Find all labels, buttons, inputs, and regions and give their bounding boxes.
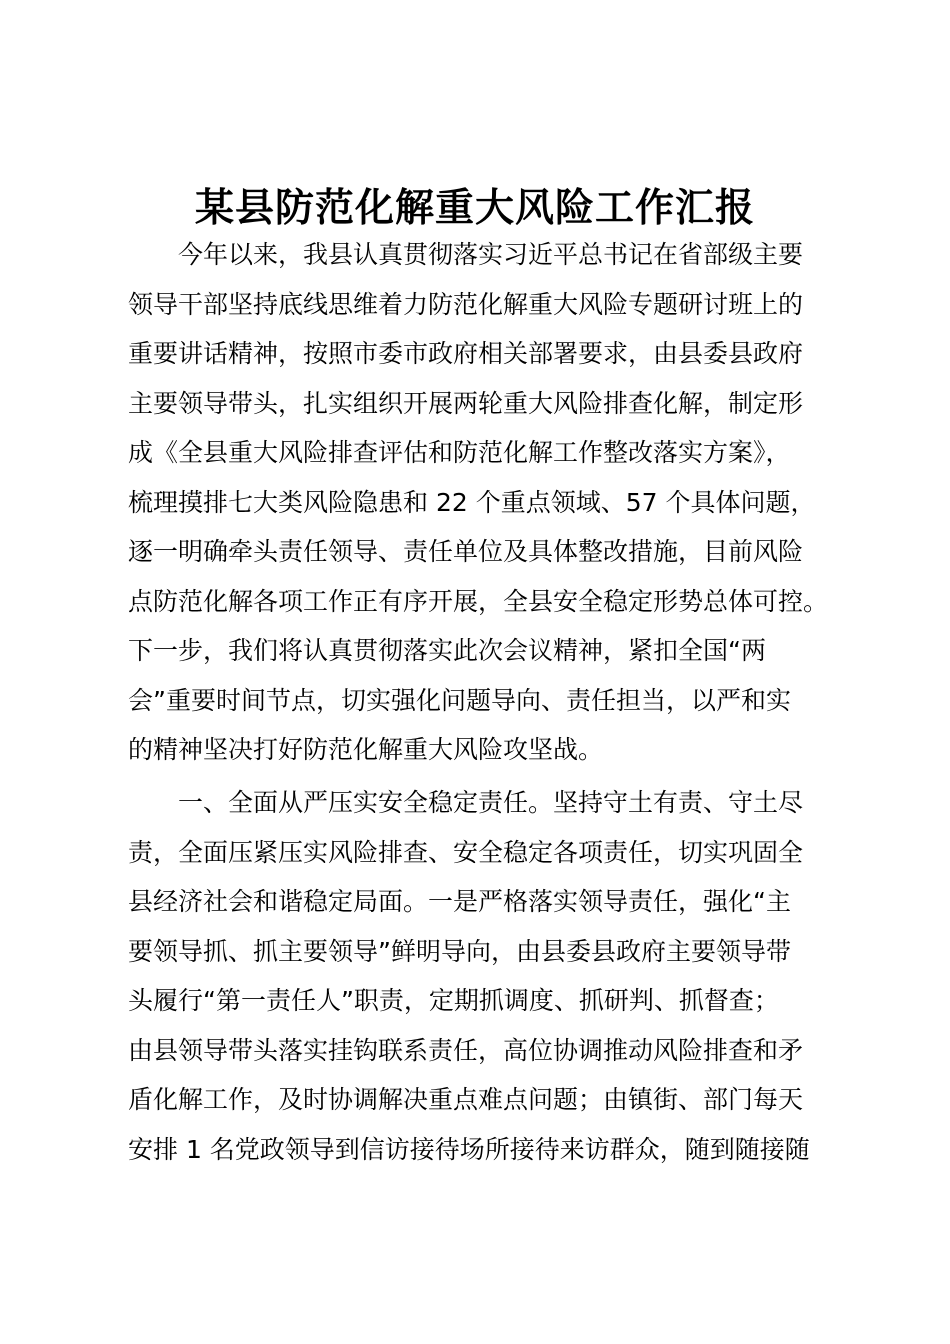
text-line: 由县领导带头落实挂钩联系责任，高位协调推动风险排查和矛 bbox=[128, 1035, 804, 1065]
paragraph-intro bbox=[128, 230, 848, 775]
text-line: 点防范化解各项工作正有序开展，全县安全稳定形势总体可控。 bbox=[128, 586, 829, 616]
text-line: 重要讲话精神，按照市委市政府相关部署要求，由县委县政府 bbox=[128, 339, 804, 368]
text-line: 下一步，我们将认真贯彻落实此次会议精神，紧扣全国“两 bbox=[128, 636, 766, 665]
text-line: 头履行“第一责任人”职责，定期抓调度、抓研判、抓督查； bbox=[128, 986, 779, 1015]
text-line: 成《全县重大风险排查评估和防范化解工作整改落实方案》， bbox=[128, 438, 791, 467]
text-line: 安排 1 名党政领导到信访接待场所接待来访群众，随到随接随 bbox=[128, 1134, 810, 1164]
text-line: 盾化解工作，及时协调解决重点难点问题；由镇街、部门每天 bbox=[128, 1085, 804, 1114]
text-line: 责，全面压紧压实风险排查、安全稳定各项责任，切实巩固全 bbox=[128, 837, 804, 867]
text-line: 会”重要时间节点，切实强化问题导向、责任担当，以严和实 bbox=[128, 685, 791, 715]
text-line: 梳理摸排七大类风险隐患和 22 个重点领域、57 个具体问题， bbox=[128, 487, 816, 517]
text-line: 逐一明确牵头责任领导、责任单位及具体整改措施，目前风险 bbox=[128, 537, 804, 566]
text-line: 一、全面从严压实安全稳定责任。坚持守土有责、守土尽 bbox=[178, 788, 804, 817]
text-line: 今年以来，我县认真贯彻落实习近平总书记在省部级主要 bbox=[178, 240, 804, 269]
text-line: 县经济社会和谐稳定局面。一是严格落实领导责任，强化“主 bbox=[128, 887, 791, 916]
document-title: 某县防范化解重大风险工作汇报 bbox=[194, 185, 755, 231]
text-line: 领导干部坚持底线思维着力防范化解重大风险专题研讨班上的 bbox=[128, 289, 804, 319]
text-line: 主要领导带头，扎实组织开展两轮重大风险排查化解，制定形 bbox=[128, 388, 804, 418]
text-line: 的精神坚决打好防范化解重大风险攻坚战。 bbox=[128, 735, 604, 764]
paragraph-section-one bbox=[128, 778, 848, 1174]
text-line: 要领导抓、抓主要领导”鲜明导向，由县委县政府主要领导带 bbox=[128, 936, 791, 966]
